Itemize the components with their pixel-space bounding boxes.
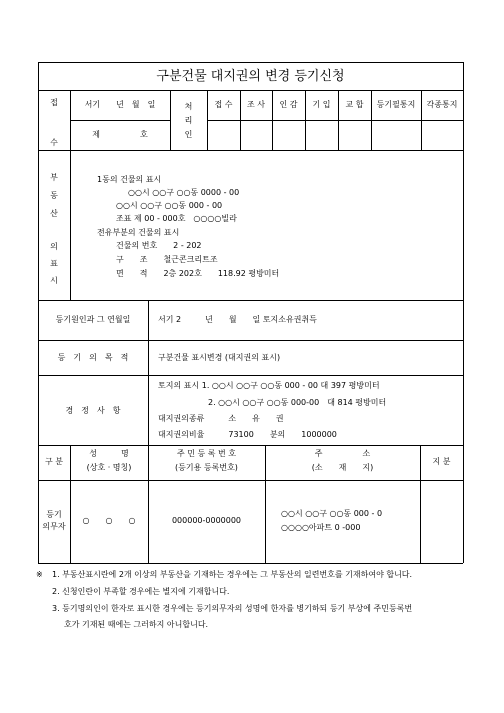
note-item: 2. 신청인란이 부족할 경우에는 별지에 기재합니다.	[52, 587, 230, 596]
purpose-value: 구분건물 표시변경 (대지권의 표시)	[158, 353, 281, 362]
receipt-column: 접 수	[214, 100, 233, 109]
notes-mark: ※	[36, 570, 43, 579]
property-side-char: 시	[50, 276, 58, 285]
property-line: 건물의 번호 2 - 202	[116, 241, 202, 250]
property-line: 1동의 건물의 표시	[97, 175, 162, 184]
property-line: ○○시 ○○구 ○○동 0000 - 00	[128, 188, 240, 197]
receipt-column: 등기필통지	[376, 100, 416, 109]
receipt-date: 서기 년 월 일	[84, 100, 156, 109]
purpose-label: 등 기 의 목 적	[57, 353, 129, 362]
receipt-column: 인 감	[279, 100, 298, 109]
cause-value: 서기 2 년 월 일 토지소유권취득	[158, 315, 317, 324]
change-line: 토지의 표시 1. ○○시 ○○구 ○○동 000 - 00 대 397 평방미터	[158, 381, 380, 390]
process-char: 처	[184, 102, 193, 111]
obligor-id: 000000-0000000	[171, 516, 242, 525]
obligor-division: 의무자	[42, 522, 66, 531]
receipt-column: 교 합	[345, 100, 364, 109]
party-id-header: 주 민 등 록 번 호	[176, 449, 237, 458]
receipt-column: 기 입	[312, 100, 331, 109]
property-line: 전유부분의 건물의 표시	[97, 228, 180, 237]
property-line: ○○시 ○○구 ○○동 000 - 00	[116, 201, 223, 210]
obligor-name: ○ ○ ○	[82, 516, 136, 525]
party-name-header: 성 명	[89, 449, 129, 458]
obligor-address: ○○시 ○○구 ○○동 000 - 0	[281, 509, 383, 518]
party-address-subheader: (소 재 지)	[311, 463, 374, 472]
obligor-address: ○○○○아파트 0 -000	[281, 523, 361, 532]
party-division-header: 구 분	[45, 457, 63, 466]
cause-label: 등기원인과 그 연월일	[55, 315, 131, 324]
party-address-header: 주 소	[314, 449, 371, 458]
form-title: 구분건물 대지권의 변경 등기신청	[156, 69, 345, 84]
process-char: 인	[184, 130, 193, 139]
property-side-char: 동	[50, 191, 58, 200]
property-side-char: 산	[50, 209, 58, 218]
change-label: 경 정 사 항	[65, 406, 121, 415]
property-side-char: 부	[50, 173, 58, 182]
change-line: 대지권의종류 소 유 권	[158, 414, 284, 423]
property-line: 구 조 철근콘크리트조	[116, 255, 218, 264]
party-id-subheader: (등기용 등록번호)	[175, 463, 238, 472]
party-share-header: 지 분	[432, 457, 451, 466]
property-side-char: 표	[50, 259, 58, 268]
receipt-column: 각종통지	[426, 100, 458, 109]
party-name-subheader: (상호 · 명칭)	[86, 463, 132, 472]
note-item: 1. 부동산표시란에 2개 이상의 부동산을 기재하는 경우에는 그 부동산의 일련번호를 기재하여야 합니다.	[52, 570, 413, 579]
receipt-label-top: 접	[50, 98, 58, 107]
property-line: 면 적 2층 202호 118.92 평방미터	[116, 269, 280, 278]
receipt-column: 조 사	[247, 100, 265, 109]
obligor-division: 등기	[46, 510, 62, 519]
note-item: 호가 기재된 때에는 그러하지 아니합니다.	[64, 620, 209, 629]
receipt-label-bottom: 수	[50, 138, 58, 147]
note-item: 3. 등기명의인이 한자로 표시한 경우에는 등기의무자의 성명에 한자를 병기하되 등기 부상에 주민등록번	[52, 604, 413, 613]
property-side-char: 의	[50, 242, 58, 251]
change-line: 대지권의비율 73100 분의 1000000	[158, 430, 337, 439]
change-line: 2. ○○시 ○○구 ○○동 000-00 대 814 평방미터	[208, 398, 387, 407]
receipt-number: 제 호	[92, 130, 148, 139]
property-line: 조표 제 00 - 000호 ○○○○빌라	[116, 214, 237, 223]
process-char: 리	[184, 116, 193, 125]
